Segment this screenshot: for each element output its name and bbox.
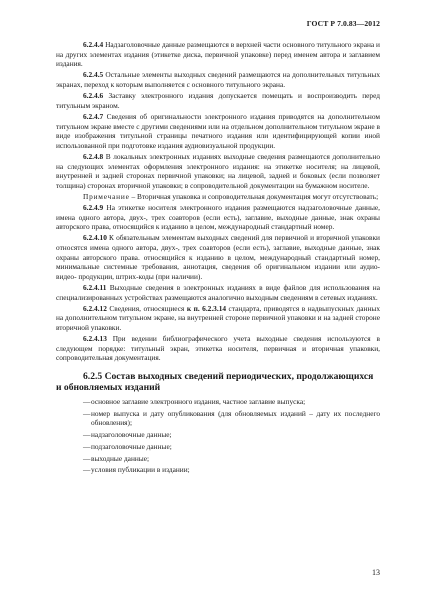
clause-number: 6.2.4.10 bbox=[83, 233, 107, 243]
clause-number: 6.2.4.12 bbox=[83, 303, 107, 313]
page-content bbox=[56, 40, 380, 477]
note-label: Примечание bbox=[83, 191, 130, 201]
page-number: 13 bbox=[372, 568, 380, 577]
clause-text: Надзаголовочные данные размещаются в верхней части основного титульного экрана и на других элементах издания (этикетке диска, первичной упаковке) перед именем автора и заглавием издания. bbox=[56, 40, 380, 69]
clause-text: Сведения об оригинальности электронного издания приводятся на дополнительном титульном экране вместе с другими сведениями или на отдельном дополнительном титульном экране в виде изображения титульной страницы печатного издания или идентифицирующей копии иной использованной при подготовке издания аудиовизуальной продукции. bbox=[56, 111, 380, 150]
list-item: — основное заглавие электронного издания, частное заглавие выпуска; bbox=[83, 396, 306, 406]
clause-number: 6.2.4.13 bbox=[83, 334, 107, 344]
clause-text: Выходные сведения в электронных изданиях в виде файлов для использования на специализированных устройствах размещаются аналогично выходным сведениям в сетевых изданиях. bbox=[56, 283, 380, 302]
clause-text: стандарта, приводятся в надвыпускных данных на дополнительном титульном экране, на внутренней стороне первичной упаковки и на задней стороне вторичной упаковки. bbox=[56, 303, 381, 332]
clause-text: При ведении библиографического учета выходные сведения используются в следующем порядке: титульный экран, этикетка носителя, первичная и вторичная упаковки, сопроводительная документация. bbox=[56, 334, 380, 363]
paragraph-6-2-4-7 bbox=[56, 112, 380, 150]
paragraph-6-2-4-9 bbox=[56, 203, 380, 232]
clause-text: Остальные элементы выходных сведений размещаются на дополнительных титульных экранах, переход к которым выполняется с основного титульного экрана. bbox=[56, 70, 380, 89]
dash-bullet: — bbox=[83, 408, 91, 418]
clause-text: В локальных электронных изданиях выходные сведения размещаются дополнительно на следующих элементах оформления электронного издания: на этикетке носителя; на лицевой, внутренней и задней сторонах первичной упаковки; на лицевой, задней и боковых (если позволяет толщина) сторонах вторичной упаковки; в сопроводительной документации на бумажном носителе. bbox=[56, 151, 380, 190]
clause-reference: к п. 6.2.3.14 bbox=[186, 303, 227, 313]
paragraph-6-2-4-6 bbox=[56, 91, 380, 110]
clause-text: Заставку электронного издания допускается помещать и воспроизводить перед титульным экраном. bbox=[56, 91, 380, 110]
clause-number: 6.2.4.8 bbox=[83, 151, 104, 161]
dash-bullet: — bbox=[83, 441, 91, 451]
dash-bullet: — bbox=[83, 430, 91, 440]
paragraph-6-2-4-13 bbox=[56, 334, 380, 363]
clause-text: К обязательным элементам выходных сведений для первичной и вторичной упаковки относятся имена одного автора, двух-, трех соавторов (если есть), заглавие, выходные данные, знак охраны авторского права. относящийся к изданию в целом, международный стандартный номер, минимальные системные требования, аннотация, сведения об оригинальном издании или аудио- видео- продукции, штрих-коды (при наличии). bbox=[56, 233, 380, 281]
standard-header: ГОСТ Р 7.0.83—2012 bbox=[306, 19, 380, 28]
note-paragraph bbox=[56, 192, 380, 202]
list-item: — выходные данные; bbox=[83, 453, 150, 463]
list-item: — условия публикации в издании; bbox=[83, 465, 190, 475]
list-item: — номер выпуска и дату опубликования (для обновляемых изданий – дату их последнего обновления); bbox=[83, 408, 380, 428]
paragraph-6-2-4-10 bbox=[56, 233, 380, 281]
clause-number: 6.2.4.6 bbox=[83, 91, 104, 101]
paragraph-6-2-4-12 bbox=[56, 304, 380, 333]
section-heading: 6.2.5 Состав выходных сведений периодических, продолжающихся и обновляемых изданий bbox=[56, 370, 374, 394]
paragraph-6-2-4-8 bbox=[56, 152, 380, 190]
clause-number: 6.2.4.7 bbox=[83, 111, 104, 121]
paragraph-6-2-4-11 bbox=[56, 283, 380, 302]
clause-number: 6.2.4.5 bbox=[83, 70, 104, 80]
dash-bullet: — bbox=[83, 396, 91, 406]
paragraph-6-2-4-4 bbox=[56, 40, 380, 69]
note-text: – Вторичная упаковка и сопроводительная документация могут отсутствовать; bbox=[129, 191, 379, 201]
clause-number: 6.2.4.4 bbox=[83, 40, 104, 49]
list-item: — подзаголовочные данные; bbox=[83, 441, 172, 451]
paragraph-6-2-4-5 bbox=[56, 70, 380, 89]
clause-number: 6.2.4.9 bbox=[83, 203, 104, 213]
dash-bullet: — bbox=[83, 453, 91, 463]
clause-text: На этикетке носителя электронного издания размещаются надзаголовочные данные, имена одного автора, двух-, трех соавторов (если есть), заглавие, выходные данные, знак охраны авторского права, относящийся к изданию в целом, международный стандартный номер. bbox=[56, 203, 380, 232]
list-item: — надзаголовочные данные; bbox=[83, 430, 172, 440]
clause-text: Сведения, относящиеся bbox=[106, 303, 187, 313]
composition-list bbox=[56, 397, 380, 475]
dash-bullet: — bbox=[83, 465, 91, 475]
clause-number: 6.2.4.11 bbox=[83, 283, 107, 292]
